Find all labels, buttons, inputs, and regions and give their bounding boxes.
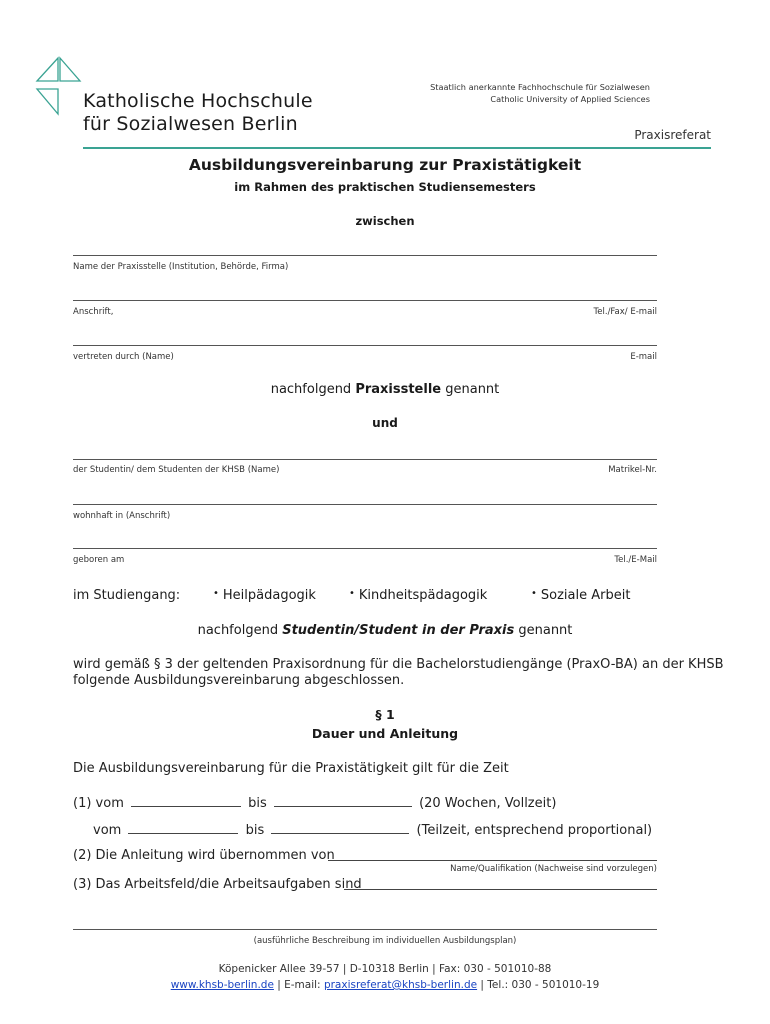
bullet-icon: •: [349, 588, 355, 599]
date-to-field-parttime[interactable]: [271, 821, 409, 834]
section-number: § 1: [375, 707, 395, 722]
field-line-birth[interactable]: [73, 548, 657, 549]
period-row-parttime: vom bis (Teilzeit, entsprechend proportional): [93, 823, 653, 838]
field-caption-practice-name: Name der Praxisstelle (Institution, Behörde, Firma): [73, 262, 289, 272]
program-option-heilpaedagogik[interactable]: • Heilpädagogik: [213, 588, 316, 603]
section-intro: Die Ausbildungsvereinbarung für die Praxistätigkeit gilt für die Zeit: [73, 761, 509, 776]
work-area-caption: (ausführliche Beschreibung im individuellen Ausbildungsplan): [253, 936, 517, 946]
field-line-student-name[interactable]: [73, 459, 657, 460]
tagline-english: Catholic University of Applied Sciences: [490, 94, 650, 104]
bullet-icon: •: [213, 588, 219, 599]
supervisor-field-line[interactable]: [328, 860, 657, 861]
program-label: im Studiengang:: [73, 588, 181, 603]
field-line-residence[interactable]: [73, 504, 657, 505]
student-designation: nachfolgend Studentin/Student in der Praxis genannt: [197, 623, 573, 638]
date-to-field-fulltime[interactable]: [274, 794, 412, 807]
field-caption-student-name: der Studentin/ dem Studenten der KHSB (Name): [73, 465, 280, 475]
period-row-fulltime: (1) vom bis (20 Wochen, Vollzeit): [73, 796, 557, 811]
field-line-practice-name[interactable]: [73, 255, 657, 256]
program-option-soziale-arbeit[interactable]: • Soziale Arbeit: [531, 588, 631, 603]
email-link[interactable]: praxisreferat@khsb-berlin.de: [323, 979, 478, 991]
intro-line-2: folgende Ausbildungsvereinbarung abgeschlossen.: [73, 673, 405, 688]
field-caption-residence: wohnhaft in (Anschrift): [73, 511, 171, 521]
field-caption-phone-email: Tel./E-Mail: [614, 555, 657, 565]
date-from-field-parttime[interactable]: [128, 821, 238, 834]
work-area-field-line[interactable]: [344, 889, 657, 890]
document-subtitle: im Rahmen des praktischen Studiensemesters: [234, 180, 536, 194]
supervision-label: (2) Die Anleitung wird übernommen von: [73, 848, 335, 863]
logo-text-line2: für Sozialwesen Berlin: [83, 113, 298, 135]
section-heading: Dauer und Anleitung: [311, 726, 459, 741]
and-label: und: [372, 416, 398, 430]
footer-address: Köpenicker Allee 39-57 | D-10318 Berlin | Fax: 030 - 501010-88: [218, 963, 552, 975]
work-area-label: (3) Das Arbeitsfeld/die Arbeitsaufgaben sind: [73, 877, 362, 892]
intro-line-1: wird gemäß § 3 der geltenden Praxisordnung für die Bachelorstudiengänge (PraxO-BA) an der KHSB: [73, 657, 724, 672]
website-link[interactable]: www.khsb-berlin.de: [170, 979, 274, 991]
field-caption-email: E-mail: [630, 352, 657, 362]
tagline-german: Staatlich anerkannte Fachhochschule für Sozialwesen: [430, 82, 650, 92]
supervisor-caption: Name/Qualifikation (Nachweise sind vorzulegen): [450, 864, 657, 874]
department-label: Praxisreferat: [634, 128, 711, 142]
bullet-icon: •: [531, 588, 537, 599]
field-caption-contact: Tel./Fax/ E-mail: [593, 307, 657, 317]
field-caption-represented-by: vertreten durch (Name): [73, 352, 174, 362]
field-caption-birth: geboren am: [73, 555, 125, 565]
date-from-field-fulltime[interactable]: [131, 794, 241, 807]
header-rule: [83, 147, 711, 149]
practice-designation: nachfolgend Praxisstelle genannt: [270, 382, 500, 397]
field-line-represented-by[interactable]: [73, 345, 657, 346]
field-caption-address: Anschrift,: [73, 307, 114, 317]
between-label: zwischen: [355, 214, 415, 228]
document-title: Ausbildungsvereinbarung zur Praxistätigkeit: [188, 156, 582, 174]
work-area-field-line-2[interactable]: [73, 929, 657, 930]
footer-contact: www.khsb-berlin.de | E-mail: praxisreferat@khsb-berlin.de | Tel.: 030 - 501010-19: [170, 979, 600, 991]
field-caption-matriculation: Matrikel-Nr.: [608, 465, 657, 475]
logo-text-line1: Katholische Hochschule: [83, 90, 313, 112]
program-option-kindheitspaedagogik[interactable]: • Kindheitspädagogik: [349, 588, 488, 603]
khsb-logo-mark: [34, 56, 82, 122]
field-line-practice-address[interactable]: [73, 300, 657, 301]
